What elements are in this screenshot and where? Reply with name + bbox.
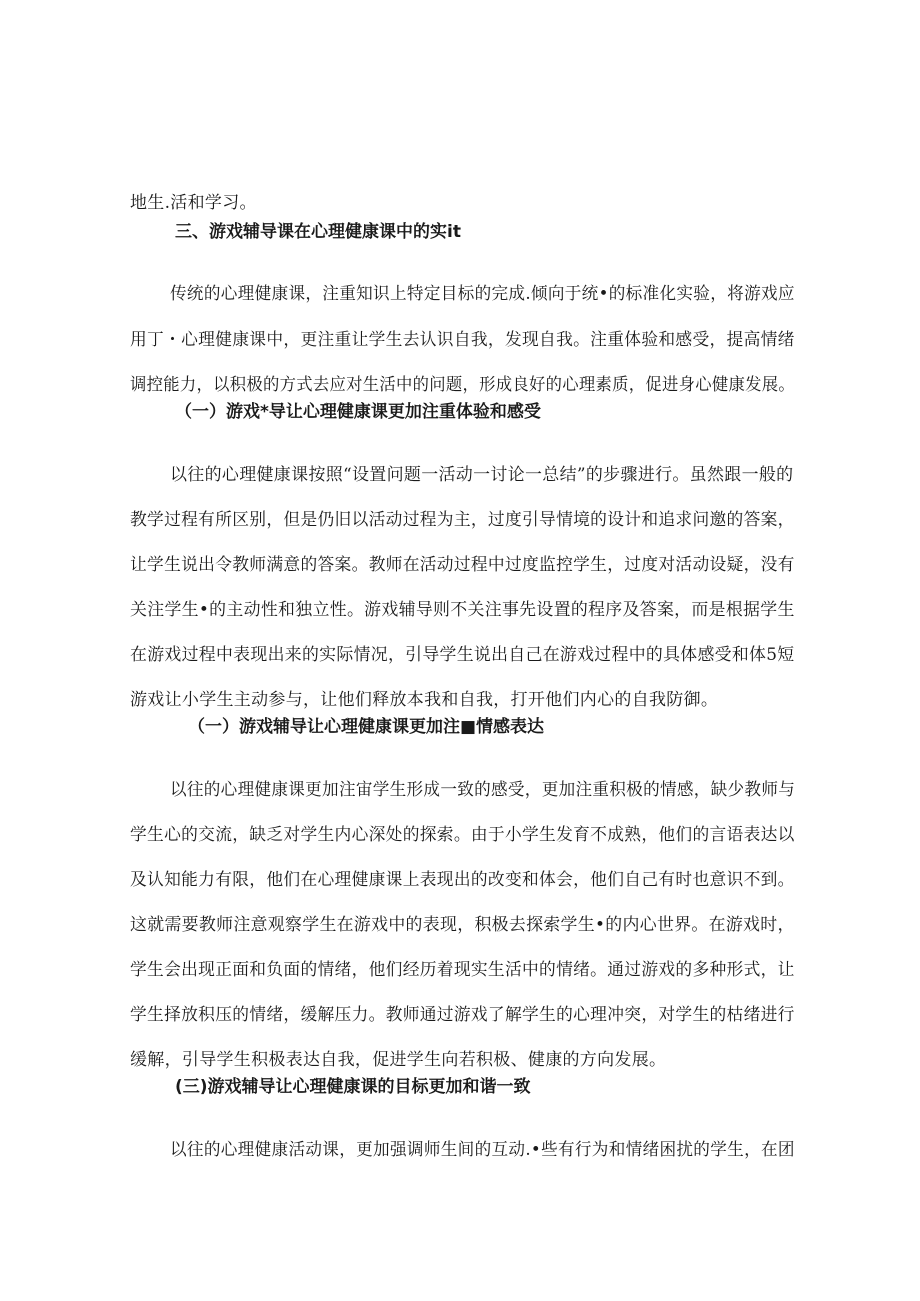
paragraph-line: 学生心的交流，缺乏对学生内心深处的探索。由于小学生发育不成熟，他们的言语表达以 xyxy=(130,825,795,845)
paragraph-line: 教学过程有所区别，但是仍旧以活动过程为主，过度引导情境的设计和追求问邀的答案， xyxy=(130,510,795,530)
section-heading-3: 三、游戏辅导课在心理健康课中的实it xyxy=(175,222,461,242)
subsection-heading-1: （一）游戏*导让心理健康课更加注重体验和感受 xyxy=(175,402,541,422)
paragraph-line: 学生择放积压的情绪，缓解压力。教师通过游戏了解学生的心理冲突，对学生的枯绪进行 xyxy=(130,1005,795,1025)
paragraph-line: 用丁・心理健康课中，更注重让学生去认识自我，发现自我。注重体验和感受，提高情绪 xyxy=(130,330,795,350)
paragraph-line: 学生会出现正面和负面的情绪，他们经历着现实生活中的情绪。通过游戏的多种形式，让 xyxy=(130,960,795,980)
paragraph-line: 在游戏过程中表现出来的实际情况，引导学生说出自己在游戏过程中的具体感受和体5短 xyxy=(130,645,795,665)
paragraph-line: 缓解，引导学生积极表达自我，促进学生向若积极、健康的方向发展。 xyxy=(130,1050,667,1070)
paragraph-line: 关注学生•的主动性和独立性。游戏辅导则不关注事先设置的程序及答案，而是根据学生 xyxy=(130,600,795,620)
paragraph-line: 以往的心理健康课更加注宙学生形成一致的感受，更加注重积极的情感，缺少教师与 xyxy=(170,780,796,800)
subsection-heading-3: (三)游戏辅导让心理健康课的目标更加和谐一致 xyxy=(175,1077,531,1097)
paragraph-line: 传统的心理健康课，注重知识上特定目标的完成.倾向于统•的标准化实验，将游戏应 xyxy=(170,284,795,304)
paragraph-line: 调控能力，以积极的方式去应对生活中的问题，形成良好的心理素质，促进身心健康发展。 xyxy=(130,375,796,395)
subsection-heading-2: （一）游戏辅导让心理健康课更加注■情感表达 xyxy=(188,717,545,737)
paragraph-line: 以往的心理健康活动课，更加强调师生间的互动.•些有行为和情绪困扰的学生，在团 xyxy=(170,1140,795,1160)
paragraph-line: 地生.活和学习。 xyxy=(130,193,257,213)
paragraph-line: 以往的心理健康课按照“设置问题一活动一讨论一总结”的步骤进行。虽然跟一般的 xyxy=(170,465,794,485)
paragraph-line: 这就需要教师注意观察学生在游戏中的表现，积极去探索学生•的内心世界。在游戏时， xyxy=(130,915,795,935)
paragraph-line: 及认知能力有限，他们在心理健康课上表现出的改变和体会，他们自己有时也意识不到。 xyxy=(130,870,795,890)
paragraph-line: 让学生说出令教师满意的答案。教师在活动过程中过度监控学生，过度对活动设疑，没有 xyxy=(130,555,795,575)
paragraph-line: 游戏让小学生主动参与，让他们释放本我和自我，打开他们内心的自我防御。 xyxy=(130,690,719,710)
